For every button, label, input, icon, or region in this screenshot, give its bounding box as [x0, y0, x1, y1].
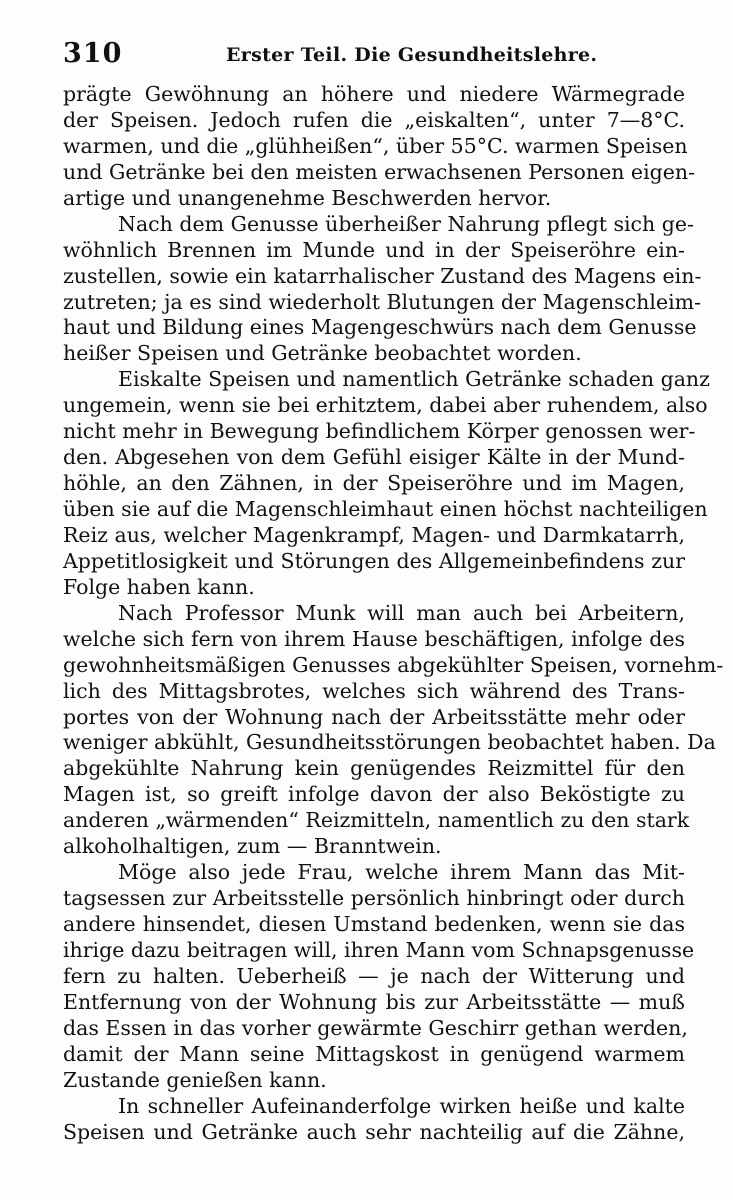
text-line: fern zu halten. Ueberheiß — je nach der Witterung und: [63, 963, 685, 988]
running-title: Erster Teil. Die Gesundheitslehre.: [226, 44, 598, 66]
text-line: Folge haben kann.: [63, 574, 255, 599]
text-line: Nach Professor Munk will man auch bei Arbeitern,: [118, 600, 685, 625]
text-line: heißer Speisen und Getränke beobachtet worden.: [63, 341, 582, 366]
text-line: Eiskalte Speisen und namentlich Getränke schaden ganz: [118, 367, 710, 392]
text-line: portes von der Wohnung nach der Arbeitsstätte mehr oder: [63, 704, 685, 729]
text-line: damit der Mann seine Mittagskost in genügend warmem: [63, 1041, 685, 1066]
page-header: [63, 38, 685, 70]
text-line: das Essen in das vorher gewärmte Geschirr gethan werden,: [63, 1015, 688, 1040]
text-line: prägte Gewöhnung an höhere und niedere Wärmegrade: [63, 82, 685, 106]
text-line: alkoholhaltigen, zum — Branntwein.: [63, 834, 442, 859]
text-line: welche sich fern von ihrem Hause beschäftigen, infolge des: [63, 626, 685, 651]
text-line: Nach dem Genusse überheißer Nahrung pflegt sich ge-: [118, 211, 694, 236]
text-line: Möge also jede Frau, welche ihrem Mann das Mit-: [118, 860, 685, 885]
text-line: Entfernung von der Wohnung bis zur Arbeitsstätte — muß: [63, 989, 685, 1014]
text-line: und Getränke bei den meisten erwachsenen Personen eigen-: [63, 159, 696, 184]
text-line: anderen „wärmenden“ Reizmitteln, namentlich zu den stark: [63, 808, 690, 833]
text-line: Zustande genießen kann.: [63, 1067, 327, 1092]
text-line: wöhnlich Brennen im Munde und in der Speiseröhre ein-: [63, 237, 685, 262]
text-line: ihrige dazu beitragen will, ihren Mann vom Schnapsgenusse: [63, 937, 695, 962]
text-line: Speisen und Getränke auch sehr nachteilig auf die Zähne,: [63, 1119, 685, 1144]
text-line: höhle, an den Zähnen, in der Speiseröhre und im Magen,: [63, 471, 685, 496]
text-line: abgekühlte Nahrung kein genügendes Reizmittel für den: [63, 756, 685, 781]
text-line: In schneller Aufeinanderfolge wirken heiße und kalte: [118, 1093, 685, 1118]
text-line: lich des Mittagsbrotes, welches sich während des Trans-: [63, 678, 685, 703]
text-line: weniger abkühlt, Gesundheitsstörungen beobachtet haben. Da: [63, 730, 716, 755]
text-line: den. Abgesehen von dem Gefühl eisiger Kälte in der Mund-: [63, 445, 685, 470]
text-line: üben sie auf die Magenschleimhaut einen höchst nachteiligen: [63, 497, 708, 521]
page-number: 310: [63, 38, 123, 69]
text-line: ungemein, wenn sie bei erhitztem, dabei aber ruhendem, also: [63, 393, 708, 418]
text-line: artige und unangenehme Beschwerden hervor.: [63, 185, 552, 210]
text-line: zustellen, sowie ein katarrhalischer Zustand des Magens ein-: [63, 263, 702, 288]
text-line: andere hinsendet, diesen Umstand bedenken, wenn sie das: [63, 912, 685, 936]
body-text: [63, 82, 724, 1145]
text-line: Appetitlosigkeit und Störungen des Allgemeinbefindens zur: [63, 548, 685, 573]
text-line: zutreten; ja es sind wiederholt Blutungen der Magenschleim-: [63, 289, 701, 314]
text-line: gewohnheitsmäßigen Genusses abgekühlter Speisen, vornehm-: [63, 652, 724, 677]
text-line: Magen ist, so greift infolge davon der also Beköstigte zu: [63, 782, 685, 807]
text-line: Reiz aus, welcher Magenkrampf, Magen- und Darmkatarrh,: [63, 522, 685, 547]
text-line: warmen, und die „glühheißen“, über 55°C. warmen Speisen: [63, 133, 688, 158]
text-line: haut und Bildung eines Magengeschwürs nach dem Genusse: [63, 315, 697, 340]
text-line: nicht mehr in Bewegung befindlichem Körper genossen wer-: [63, 419, 696, 444]
text-line: tagsessen zur Arbeitsstelle persönlich hinbringt oder durch: [63, 886, 685, 911]
text-line: der Speisen. Jedoch rufen die „eiskalten“, unter 7—8°C.: [63, 107, 685, 132]
